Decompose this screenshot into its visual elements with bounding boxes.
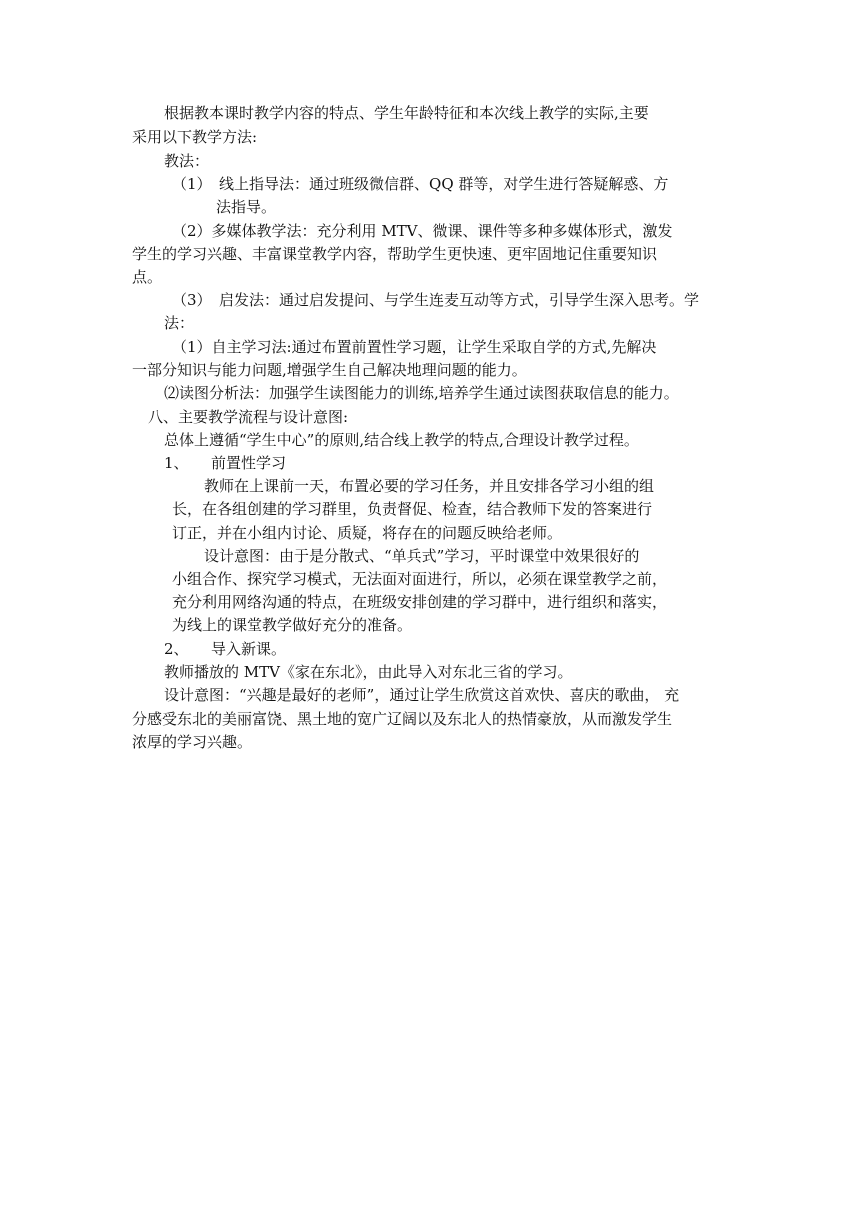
text-line: 长，在各组创建的学习群里，负责督促、检查，结合教师下发的答案进行 (172, 500, 653, 518)
text-line: 一部分知识与能力问题,增强学生自己解决地理问题的能力。 (132, 361, 527, 379)
text-line: 八、主要教学流程与设计意图: (148, 408, 349, 426)
text-line: （3） 启发法：通过启发提问、与学生连麦互动等方式，引导学生深入思考。学 (172, 291, 700, 309)
text-line: 总体上遵循“学生中心”的原则,结合线上教学的特点,合理设计教学过程。 (164, 431, 639, 449)
text-line: （1） 线上指导法：通过班级微信群、QQ 群等，对学生进行答疑解惑、方 (172, 175, 669, 193)
text-line: 浓厚的学习兴趣。 (132, 733, 253, 751)
text-line: 法指导。 (216, 198, 277, 216)
text-line: 学生的学习兴趣、丰富课堂教学内容，帮助学生更快速、更牢固地记住重要知识 (132, 245, 658, 263)
text-line: 设计意图：由于是分散式、“单兵式”学习，平时课堂中效果很好的 (204, 547, 640, 565)
text-line: 采用以下教学方法: (132, 128, 258, 146)
text-line: 根据教本课时教学内容的特点、学生年龄特征和本次线上教学的实际,主要 (164, 104, 649, 122)
text-line: 为线上的课堂教学做好充分的准备。 (172, 616, 413, 634)
text-line: 教法： (164, 152, 210, 170)
text-line: （2）多媒体教学法：充分利用 MTV、微课、课件等多种多媒体形式，激发 (172, 222, 673, 240)
text-line: 教师播放的 MTV《家在东北》，由此导入对东北三省的学习。 (164, 663, 573, 681)
text-line: 充分利用网络沟通的特点，在班级安排创建的学习群中，进行组织和落实， (172, 593, 668, 611)
text-line: 法： (164, 314, 195, 332)
text-line: 2、 导入新课。 (164, 640, 287, 658)
text-line: （1）自主学习法:通过布置前置性学习题，让学生采取自学的方式,先解决 (172, 338, 657, 356)
text-line: 教师在上课前一天，布置必要的学习任务，并且安排各学习小组的组 (204, 477, 655, 495)
text-line: 设计意图：“兴趣是最好的老师”，通过让学生欣赏这首欢快、喜庆的歌曲， 充 (164, 686, 680, 704)
text-line: 点。 (132, 268, 163, 286)
text-line: ⑵读图分析法：加强学生读图能力的训练,培养学生通过读图获取信息的能力。 (164, 384, 679, 402)
text-line: 1、 前置性学习 (164, 454, 287, 472)
text-line: 分感受东北的美丽富饶、黑土地的宽广辽阔以及东北人的热情豪放，从而激发学生 (132, 710, 673, 728)
text-line: 小组合作、探究学习模式，无法面对面进行，所以，必须在课堂教学之前， (172, 570, 668, 588)
text-line: 订正，并在小组内讨论、质疑，将存在的问题反映给老师。 (172, 524, 563, 542)
